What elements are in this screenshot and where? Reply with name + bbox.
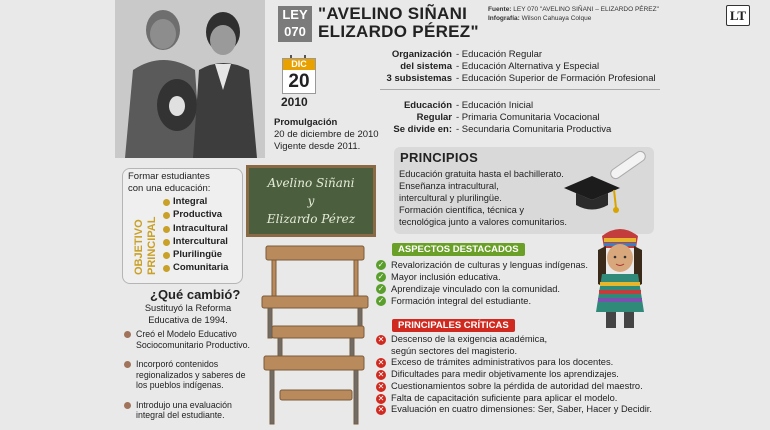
list-item xyxy=(163,261,228,274)
list-item xyxy=(376,259,588,271)
calendar-month: DIC xyxy=(283,59,315,70)
edu-label-line: Regular xyxy=(416,112,452,123)
principle-line: tecnológica junto a valores comunitarios. xyxy=(399,217,567,227)
source-text: LEY 070 "AVELINO SIÑANI – ELIZARDO PÉREZ" xyxy=(513,6,659,13)
bullet-icon xyxy=(163,212,170,219)
list-item xyxy=(376,283,588,295)
aspect-text: Revalorización de culturas y lenguas indígenas. xyxy=(391,260,588,270)
criticism-line: Evaluación en cuatro dimensiones: Ser, Saber, Hacer y Decidir. xyxy=(391,404,652,415)
education-label xyxy=(380,100,452,136)
principles-text xyxy=(399,168,567,228)
criticisms-title: PRINCIPALES CRÍTICAS xyxy=(392,319,515,332)
aspects-list xyxy=(376,259,588,307)
change-line: regionalizados y saberes de xyxy=(136,369,246,380)
list-item: - Primaria Comunitaria Vocacional xyxy=(456,112,600,123)
promulgation-year: 2010 xyxy=(281,95,308,109)
promulgation-info xyxy=(274,117,379,153)
list-item xyxy=(124,329,254,350)
bullet-icon xyxy=(124,331,131,338)
edu-label-line: Se divide en: xyxy=(393,124,452,135)
org-label-line: del sistema xyxy=(400,61,452,72)
criticism-line: según sectores del magisterio. xyxy=(391,345,518,356)
objective-list xyxy=(163,195,228,275)
criticism-line: Descenso de la exigencia académica, xyxy=(391,334,548,344)
changes-subtitle-line: Educativa de 1994. xyxy=(148,314,228,325)
list-item xyxy=(163,222,228,235)
calendar-icon xyxy=(282,58,316,94)
objective-vertical-line1: OBJETIVO xyxy=(133,219,145,275)
chalkboard-line2: y xyxy=(307,194,315,208)
x-icon: ✕ xyxy=(377,358,385,368)
change-line: Sociocomunitario Productivo. xyxy=(136,339,250,350)
list-item xyxy=(163,208,228,221)
change-line: integral del estudiante. xyxy=(136,410,225,420)
list-item xyxy=(124,359,254,391)
source-credit xyxy=(488,5,659,23)
list-item: - Secundaria Comunitaria Productiva xyxy=(456,124,612,135)
aspect-text: Formación integral del estudiante. xyxy=(391,296,532,306)
list-item xyxy=(376,381,652,393)
list-item xyxy=(376,404,652,416)
organization-label xyxy=(380,49,452,85)
law-badge-line2: 070 xyxy=(284,24,306,39)
objective-item: Integral xyxy=(173,196,208,207)
check-icon: ✓ xyxy=(377,296,385,305)
principle-line: Enseñanza intracultural, xyxy=(399,181,499,191)
x-icon: ✕ xyxy=(377,381,385,391)
org-label-line: Organización xyxy=(391,49,452,60)
objective-head-line: Formar estudiantes xyxy=(128,171,210,182)
change-line: los pueblos indígenas. xyxy=(136,380,224,390)
aspects-title: ASPECTOS DESTACADOS xyxy=(392,243,525,256)
infographic-author: Wilson Cahuaya Colque xyxy=(521,15,592,22)
org-label-line: 3 subsistemas xyxy=(386,73,452,84)
change-line: Incorporó contenidos xyxy=(136,359,219,369)
criticism-line: Falta de capacitación suficiente para aplicar el modelo. xyxy=(391,392,618,403)
title-line2: ELIZARDO PÉREZ" xyxy=(318,22,479,41)
vigente-text: Vigente desde 2011. xyxy=(274,141,361,152)
infographic-label: Infografía: xyxy=(488,15,520,22)
promulgation-date: 20 de diciembre de 2010 xyxy=(274,129,379,140)
aspect-text: Mayor inclusión educativa. xyxy=(391,272,501,282)
objective-vertical-line2: PRINCIPAL xyxy=(146,216,158,275)
list-item: - Educación Regular xyxy=(456,49,543,60)
objective-head-line: con una educación: xyxy=(128,183,211,194)
divider xyxy=(380,89,660,90)
changes-list xyxy=(124,329,254,430)
page-title xyxy=(318,5,479,41)
bullet-icon xyxy=(163,226,170,233)
school-desks-illustration xyxy=(258,240,374,430)
objective-item: Intercultural xyxy=(173,235,228,247)
andean-girl-illustration xyxy=(590,226,650,330)
list-item xyxy=(376,334,652,357)
list-item xyxy=(376,369,652,381)
list-item xyxy=(376,393,652,405)
list-item xyxy=(376,295,588,307)
bullet-icon xyxy=(163,265,170,272)
check-icon: ✓ xyxy=(377,260,385,269)
change-line: Creó el Modelo Educativo xyxy=(136,329,237,339)
principle-line: intercultural y plurilingüe. xyxy=(399,193,502,203)
chalkboard-line1: Avelino Siñani xyxy=(267,176,355,190)
chalkboard xyxy=(246,165,376,237)
principle-line: Formación científica, técnica y xyxy=(399,205,525,215)
list-item xyxy=(163,195,228,208)
edu-label-line: Educación xyxy=(403,100,452,111)
criticisms-list xyxy=(376,334,652,416)
list-item xyxy=(163,248,228,261)
criticism-line: Exceso de trámites administrativos para los docentes. xyxy=(391,357,614,368)
source-label: Fuente: xyxy=(488,6,512,13)
criticism-line: Dificultades para medir objetivamente los aprendizajes. xyxy=(391,369,619,380)
list-item: - Educación Superior de Formación Profesional xyxy=(456,73,656,84)
portrait-photo xyxy=(115,0,265,158)
graduation-cap-icon xyxy=(558,150,648,220)
changes-subtitle xyxy=(136,303,240,326)
organization-list xyxy=(456,49,656,85)
objective-item: Comunitaria xyxy=(173,262,229,274)
calendar-day: 20 xyxy=(288,71,310,92)
list-item xyxy=(163,235,228,248)
list-item xyxy=(376,357,652,369)
x-icon: ✕ xyxy=(377,393,385,403)
objective-item: Intracultural xyxy=(173,222,228,234)
newspaper-logo: LT xyxy=(726,5,750,26)
list-item xyxy=(124,400,254,421)
bullet-icon xyxy=(163,199,170,206)
list-item: - Educación Alternativa y Especial xyxy=(456,61,600,72)
bullet-icon xyxy=(163,239,170,246)
list-item: - Educación Inicial xyxy=(456,100,534,111)
bullet-icon xyxy=(124,361,131,368)
principle-line: Educación gratuita hasta el bachillerato. xyxy=(399,169,564,179)
promulgation-label: Promulgación xyxy=(274,117,338,128)
list-item xyxy=(376,271,588,283)
changes-title: ¿Qué cambió? xyxy=(150,287,241,302)
law-badge-line1: LEY xyxy=(282,7,308,22)
objective-item: Productiva xyxy=(173,209,223,221)
check-icon: ✓ xyxy=(377,284,385,293)
x-icon: ✕ xyxy=(377,370,385,380)
x-icon: ✕ xyxy=(377,335,385,344)
x-icon: ✕ xyxy=(377,405,385,415)
law-number-badge xyxy=(278,6,312,42)
title-line1: "AVELINO SIÑANI xyxy=(318,4,468,23)
chalkboard-line3: Elizardo Pérez xyxy=(266,212,356,226)
principles-title: PRINCIPIOS xyxy=(400,150,479,165)
objective-item: Plurilingüe xyxy=(173,249,223,261)
criticism-line: Cuestionamientos sobre la pérdida de autoridad del maestro. xyxy=(391,380,643,391)
change-line: Introdujo una evaluación xyxy=(136,399,232,410)
bullet-icon xyxy=(124,402,131,409)
education-list xyxy=(456,100,611,136)
changes-subtitle-line: Sustituyó la Reforma xyxy=(144,303,232,313)
objective-vertical-label xyxy=(128,195,164,277)
check-icon: ✓ xyxy=(377,272,385,281)
objective-heading xyxy=(128,171,210,195)
aspect-text: Aprendizaje vinculado con la comunidad. xyxy=(391,284,561,294)
bullet-icon xyxy=(163,252,170,259)
